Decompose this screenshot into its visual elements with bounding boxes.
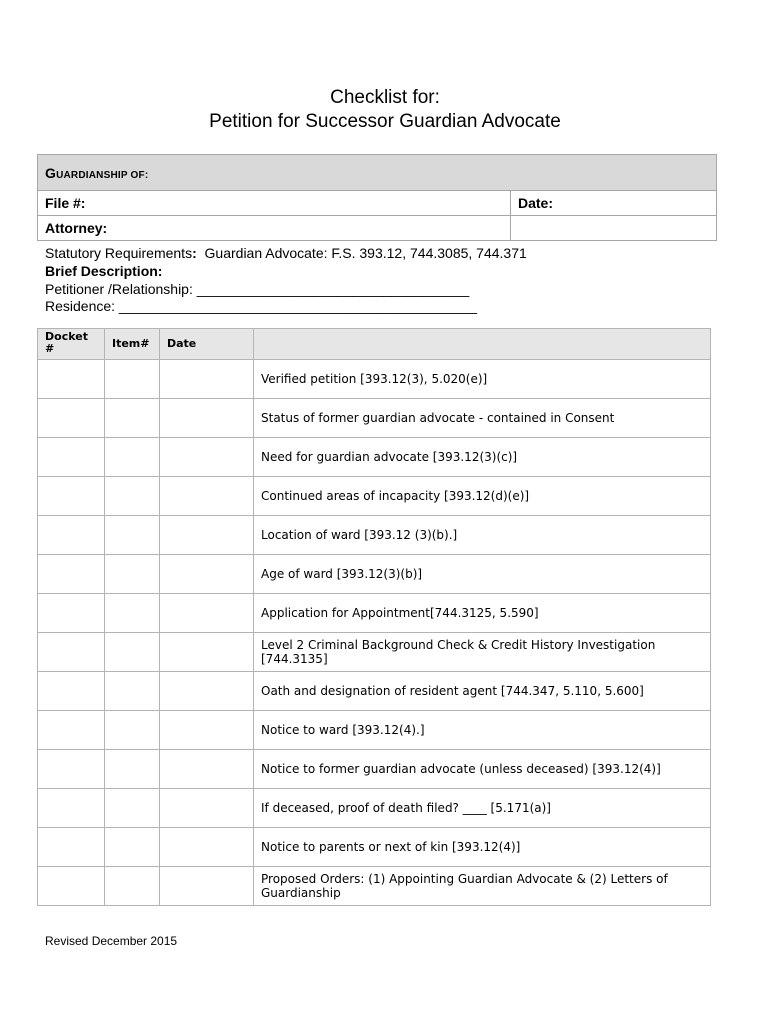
table-row bbox=[38, 594, 711, 633]
file-date-row bbox=[38, 191, 717, 216]
date-cell[interactable] bbox=[160, 594, 254, 633]
brief-description-label: Brief Description: bbox=[45, 263, 163, 279]
table-row bbox=[38, 672, 711, 711]
column-docket: Docket # bbox=[38, 329, 105, 360]
column-date: Date bbox=[160, 329, 254, 360]
table-row bbox=[38, 633, 711, 672]
docket-cell[interactable] bbox=[38, 711, 105, 750]
title-line-1: Checklist for: bbox=[330, 87, 440, 108]
item-cell[interactable] bbox=[105, 867, 160, 906]
docket-cell[interactable] bbox=[38, 633, 105, 672]
date-cell[interactable] bbox=[160, 438, 254, 477]
requirement-cell: Notice to ward [393.12(4).] bbox=[254, 711, 711, 750]
date-cell[interactable] bbox=[160, 633, 254, 672]
requirement-cell: Oath and designation of resident agent [744.347, 5.110, 5.600] bbox=[254, 672, 711, 711]
requirement-cell: Continued areas of incapacity [393.12(d)(e)] bbox=[254, 477, 711, 516]
requirement-cell: Level 2 Criminal Background Check & Credit History Investigation [744.3135] bbox=[254, 633, 711, 672]
item-cell[interactable] bbox=[105, 633, 160, 672]
requirement-cell: Notice to former guardian advocate (unless deceased) [393.12(4)] bbox=[254, 750, 711, 789]
table-row bbox=[38, 828, 711, 867]
docket-cell[interactable] bbox=[38, 828, 105, 867]
requirement-cell: Verified petition [393.12(3), 5.020(e)] bbox=[254, 360, 711, 399]
docket-cell[interactable] bbox=[38, 672, 105, 711]
item-cell[interactable] bbox=[105, 399, 160, 438]
docket-cell[interactable] bbox=[38, 360, 105, 399]
item-cell[interactable] bbox=[105, 672, 160, 711]
item-cell[interactable] bbox=[105, 828, 160, 867]
guardianship-row bbox=[38, 155, 717, 191]
date-cell[interactable] bbox=[160, 360, 254, 399]
table-row bbox=[38, 555, 711, 594]
case-info-table bbox=[37, 154, 717, 241]
table-row bbox=[38, 399, 711, 438]
docket-cell[interactable] bbox=[38, 516, 105, 555]
docket-cell[interactable] bbox=[38, 594, 105, 633]
item-cell[interactable] bbox=[105, 555, 160, 594]
docket-cell[interactable] bbox=[38, 477, 105, 516]
docket-cell[interactable] bbox=[38, 867, 105, 906]
checklist-table bbox=[37, 328, 711, 906]
requirement-cell: Proposed Orders: (1) Appointing Guardian Advocate & (2) Letters of Guardianship bbox=[254, 867, 711, 906]
requirement-cell: Location of ward [393.12 (3)(b).] bbox=[254, 516, 711, 555]
table-row bbox=[38, 867, 711, 906]
date-field[interactable]: Date: bbox=[511, 191, 717, 216]
docket-cell[interactable] bbox=[38, 399, 105, 438]
table-row bbox=[38, 750, 711, 789]
title-line-2: Petition for Successor Guardian Advocate bbox=[209, 111, 561, 132]
docket-cell[interactable] bbox=[38, 789, 105, 828]
requirement-cell: If deceased, proof of death filed? ____ [5.171(a)] bbox=[254, 789, 711, 828]
item-cell[interactable] bbox=[105, 711, 160, 750]
date-cell[interactable] bbox=[160, 867, 254, 906]
attorney-extra-cell[interactable] bbox=[511, 216, 717, 241]
checklist-header-row bbox=[38, 329, 711, 360]
date-cell[interactable] bbox=[160, 516, 254, 555]
docket-cell[interactable] bbox=[38, 555, 105, 594]
requirement-cell: Age of ward [393.12(3)(b)] bbox=[254, 555, 711, 594]
date-cell[interactable] bbox=[160, 828, 254, 867]
file-number-field[interactable]: File #: bbox=[38, 191, 511, 216]
item-cell[interactable] bbox=[105, 789, 160, 828]
date-cell[interactable] bbox=[160, 555, 254, 594]
item-cell[interactable] bbox=[105, 477, 160, 516]
item-cell[interactable] bbox=[105, 594, 160, 633]
revision-note: Revised December 2015 bbox=[45, 934, 178, 948]
requirement-cell: Need for guardian advocate [393.12(3)(c)] bbox=[254, 438, 711, 477]
date-cell[interactable] bbox=[160, 789, 254, 828]
item-cell[interactable] bbox=[105, 750, 160, 789]
attorney-field[interactable]: Attorney: bbox=[38, 216, 511, 241]
column-requirement bbox=[254, 329, 711, 360]
statutory-requirements: Statutory Requirements: Guardian Advocate: F.S. 393.12, 744.3085, 744.371 bbox=[45, 245, 527, 261]
petitioner-relationship-line: Petitioner /Relationship: ___________________________________ bbox=[45, 281, 470, 297]
table-row bbox=[38, 360, 711, 399]
date-cell[interactable] bbox=[160, 672, 254, 711]
item-cell[interactable] bbox=[105, 516, 160, 555]
date-cell[interactable] bbox=[160, 711, 254, 750]
date-cell[interactable] bbox=[160, 477, 254, 516]
table-row bbox=[38, 477, 711, 516]
residence-line: Residence: ______________________________________________ bbox=[45, 298, 478, 314]
date-cell[interactable] bbox=[160, 399, 254, 438]
item-cell[interactable] bbox=[105, 438, 160, 477]
table-row bbox=[38, 516, 711, 555]
table-row bbox=[38, 438, 711, 477]
attorney-row bbox=[38, 216, 717, 241]
docket-cell[interactable] bbox=[38, 750, 105, 789]
docket-cell[interactable] bbox=[38, 438, 105, 477]
table-row bbox=[38, 711, 711, 750]
requirement-cell: Application for Appointment[744.3125, 5.590] bbox=[254, 594, 711, 633]
column-item: Item# bbox=[105, 329, 160, 360]
item-cell[interactable] bbox=[105, 360, 160, 399]
table-row bbox=[38, 789, 711, 828]
requirement-cell: Notice to parents or next of kin [393.12(4)] bbox=[254, 828, 711, 867]
guardianship-of-label: GUARDIANSHIP OF: bbox=[38, 155, 717, 191]
requirement-cell: Status of former guardian advocate - contained in Consent bbox=[254, 399, 711, 438]
date-cell[interactable] bbox=[160, 750, 254, 789]
